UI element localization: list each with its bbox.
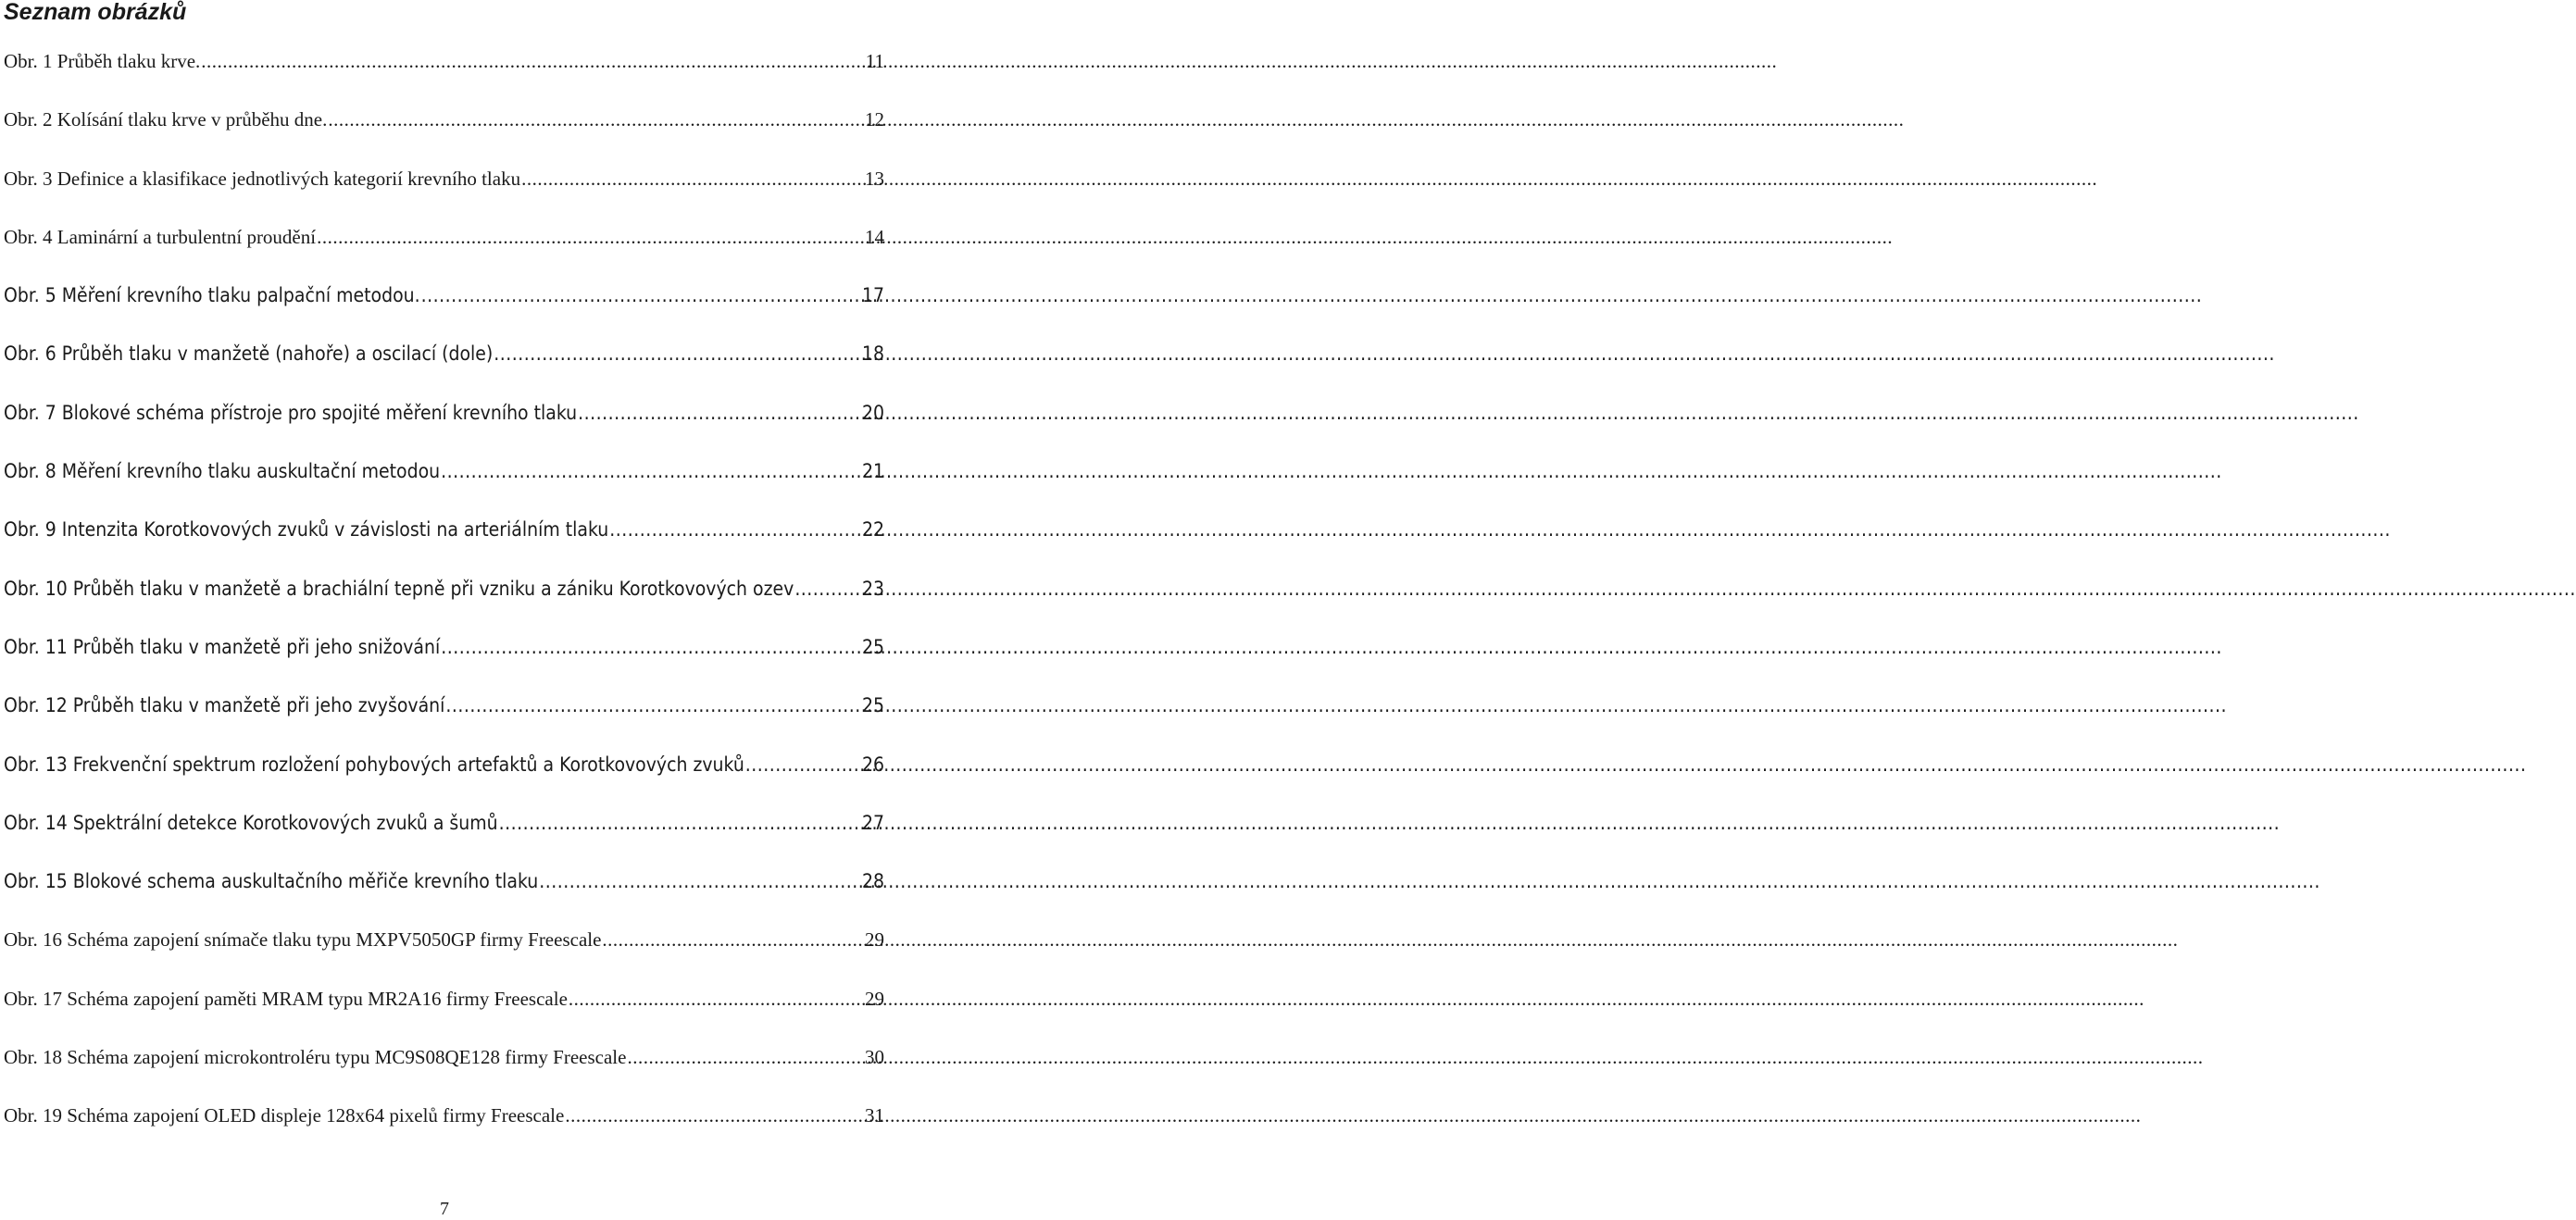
toc-entry[interactable] xyxy=(4,573,884,631)
dot-leader xyxy=(441,455,861,487)
toc-entry[interactable] xyxy=(4,455,884,514)
entry-title: Obr. 6 Průběh tlaku v manžetě (nahoře) a oscilací (dole) xyxy=(4,342,494,366)
toc-entry[interactable] xyxy=(4,45,884,104)
entry-title: Obr. 1 Průběh tlaku krve. xyxy=(4,50,201,72)
dot-leader xyxy=(499,807,861,839)
page-number: 7 xyxy=(440,1199,449,1219)
entry-title: Obr. 4 Laminární a turbulentní proudění xyxy=(4,225,317,248)
document-page xyxy=(0,0,889,1219)
dot-leader xyxy=(421,280,861,311)
entry-title: Obr. 9 Intenzita Korotkovových zvuků v závislosti na arteriálním tlaku xyxy=(4,518,609,542)
entry-page-number: 27 xyxy=(861,811,884,834)
toc-entry[interactable] xyxy=(4,983,884,1041)
dot-leader xyxy=(494,338,861,369)
dot-leader xyxy=(627,1041,864,1073)
dot-leader xyxy=(565,1100,864,1131)
entry-title: Obr. 5 Měření krevního tlaku palpační metodou. xyxy=(4,284,420,307)
entry-title: Obr. 19 Schéma zapojení OLED displeje 128x64 pixelů firmy Freescale xyxy=(4,1104,565,1127)
toc-entry[interactable] xyxy=(4,807,884,865)
dot-leader xyxy=(745,749,861,780)
entry-page-number: 31 xyxy=(865,1104,884,1127)
dot-leader xyxy=(521,163,864,194)
entry-page-number: 28 xyxy=(861,870,884,893)
entry-title: Obr. 18 Schéma zapojení microkontroléru typu MC9S08QE128 firmy Freescale xyxy=(4,1046,627,1069)
entry-page-number: 14 xyxy=(865,225,884,248)
entry-page-number: 20 xyxy=(861,401,884,424)
entry-page-number: 13 xyxy=(865,167,884,190)
dot-leader xyxy=(609,514,861,545)
dot-leader xyxy=(602,924,864,955)
toc-entry[interactable] xyxy=(4,1041,884,1100)
toc-entry[interactable] xyxy=(4,163,884,221)
dot-leader xyxy=(201,45,864,77)
toc-entry[interactable] xyxy=(4,1100,884,1158)
entry-page-number: 21 xyxy=(861,460,884,483)
dot-leader xyxy=(578,397,861,429)
entry-title: Obr. 10 Průběh tlaku v manžetě a brachiální tepně při vzniku a zániku Korotkovových ozev xyxy=(4,577,794,600)
toc-entry[interactable] xyxy=(4,865,884,924)
dot-leader xyxy=(445,690,861,721)
list-of-figures xyxy=(4,45,884,1159)
entry-title: Obr. 14 Spektrální detekce Korotkovových zvuků a šumů xyxy=(4,811,498,834)
entry-title: Obr. 8 Měření krevního tlaku auskultační metodou xyxy=(4,460,441,483)
dot-leader xyxy=(328,104,864,135)
toc-entry[interactable] xyxy=(4,397,884,455)
entry-page-number: 30 xyxy=(865,1046,884,1069)
entry-page-number: 25 xyxy=(861,635,884,658)
entry-title: Obr. 7 Blokové schéma přístroje pro spojité měření krevního tlaku xyxy=(4,401,578,424)
entry-page-number: 25 xyxy=(861,694,884,717)
entry-title: Obr. 13 Frekvenční spektrum rozložení pohybových artefaktů a Korotkovových zvuků xyxy=(4,753,744,776)
entry-page-number: 11 xyxy=(865,50,884,72)
entry-page-number: 23 xyxy=(861,577,884,600)
entry-title: Obr. 11 Průběh tlaku v manžetě při jeho snižování xyxy=(4,635,441,658)
entry-page-number: 26 xyxy=(861,753,884,776)
dot-leader xyxy=(794,573,861,604)
entry-page-number: 17 xyxy=(861,284,884,307)
toc-entry[interactable] xyxy=(4,104,884,162)
entry-title: Obr. 2 Kolísání tlaku krve v průběhu dne. xyxy=(4,108,328,131)
dot-leader xyxy=(539,865,861,897)
toc-entry[interactable] xyxy=(4,514,884,572)
entry-page-number: 29 xyxy=(865,928,884,952)
toc-entry[interactable] xyxy=(4,631,884,690)
toc-entry[interactable] xyxy=(4,924,884,982)
dot-leader xyxy=(317,221,864,253)
entry-title: Obr. 12 Průběh tlaku v manžetě při jeho zvyšování xyxy=(4,694,445,717)
entry-title: Obr. 16 Schéma zapojení snímače tlaku typu MXPV5050GP firmy Freescale xyxy=(4,928,602,952)
toc-entry[interactable] xyxy=(4,749,884,807)
dot-leader xyxy=(441,631,861,663)
entry-title: Obr. 17 Schéma zapojení paměti MRAM typu MR2A16 firmy Freescale xyxy=(4,987,568,1010)
dot-leader xyxy=(569,983,864,1015)
entry-title: Obr. 3 Definice a klasifikace jednotlivých kategorií krevního tlaku xyxy=(4,167,521,190)
entry-page-number: 18 xyxy=(861,342,884,366)
toc-entry[interactable] xyxy=(4,221,884,280)
list-of-figures-heading: Seznam obrázků xyxy=(4,0,187,25)
entry-page-number: 29 xyxy=(865,987,884,1010)
entry-page-number: 12 xyxy=(865,108,884,131)
toc-entry[interactable] xyxy=(4,690,884,748)
toc-entry[interactable] xyxy=(4,338,884,396)
entry-title: Obr. 15 Blokové schema auskultačního měřiče krevního tlaku xyxy=(4,870,539,893)
toc-entry[interactable] xyxy=(4,280,884,338)
entry-page-number: 22 xyxy=(861,518,884,542)
